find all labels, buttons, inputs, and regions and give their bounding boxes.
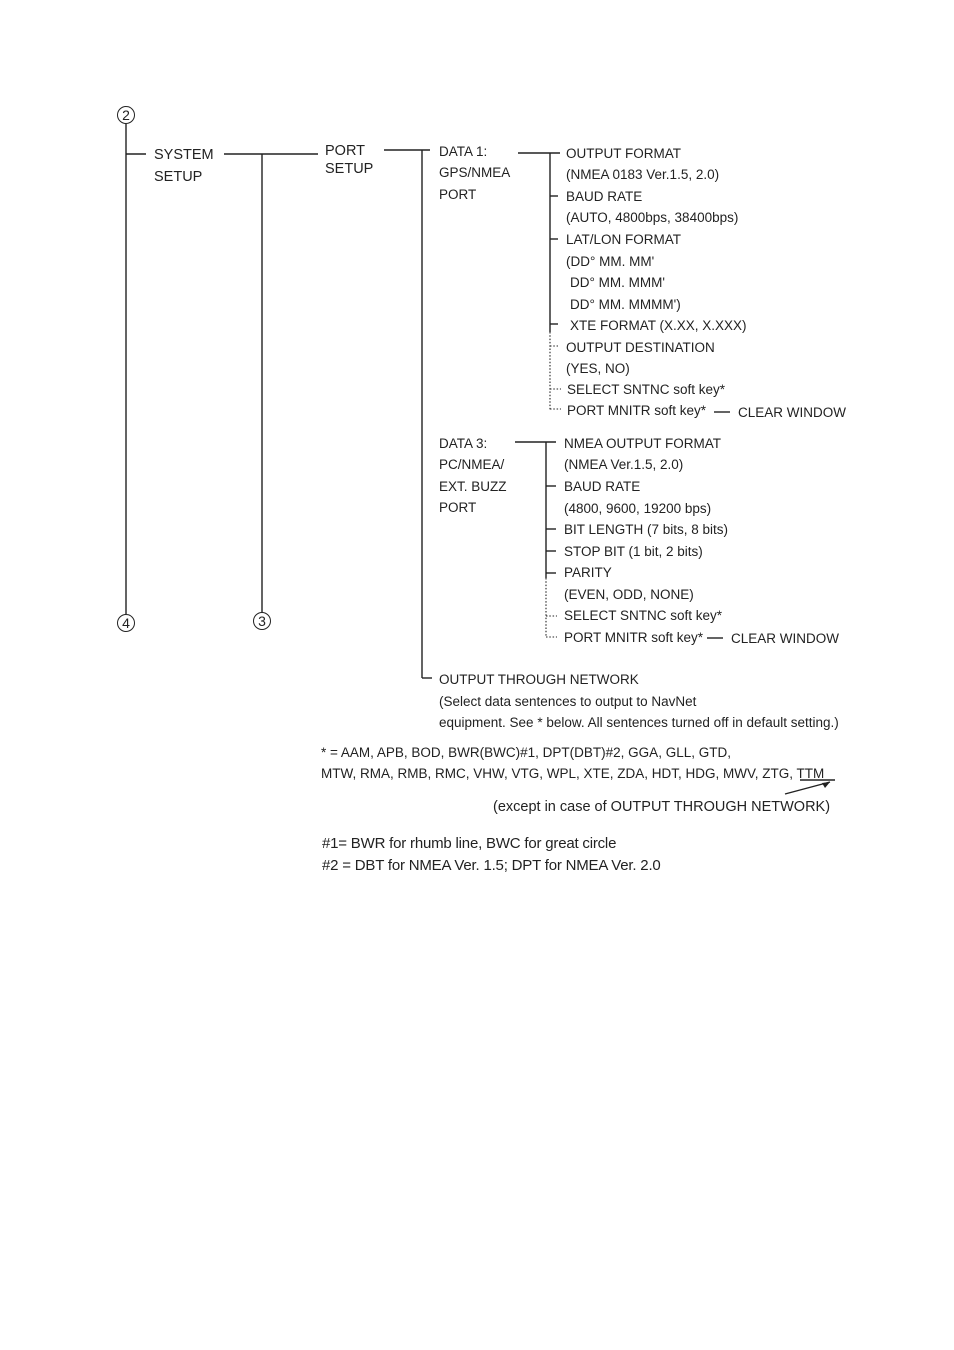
data1-latlon-option-1: (DD° MM. MM' [566, 254, 655, 269]
network-desc-1: (Select data sentences to output to NavNet [439, 694, 697, 709]
data3-label-3: EXT. BUZZ [439, 479, 507, 494]
data1-baud-rate-options: (AUTO, 4800bps, 38400bps) [566, 210, 739, 225]
data1-output-destination-options: (YES, NO) [566, 361, 630, 376]
data3-parity: PARITY [564, 565, 612, 580]
data1-label-3: PORT [439, 187, 477, 202]
data3-nmea-output-format: NMEA OUTPUT FORMAT [564, 436, 722, 451]
data1-clear-window: CLEAR WINDOW [738, 405, 846, 420]
port-setup-label-1: PORT [325, 143, 366, 159]
network-title: OUTPUT THROUGH NETWORK [439, 672, 639, 687]
data1-output-format: OUTPUT FORMAT [566, 146, 681, 161]
data3-label-4: PORT [439, 500, 477, 515]
data1-output-destination: OUTPUT DESTINATION [566, 340, 715, 355]
data3-nmea-output-options: (NMEA Ver.1.5, 2.0) [564, 457, 684, 472]
system-setup-label-1: SYSTEM [154, 147, 214, 163]
data3-baud-rate: BAUD RATE [564, 479, 641, 494]
data1-latlon-option-2: DD° MM. MMM' [570, 275, 665, 290]
data3-port-mnitr-soft-key: PORT MNITR soft key* [564, 630, 704, 645]
system-setup-label-2: SETUP [154, 169, 203, 185]
data3-parity-options: (EVEN, ODD, NONE) [564, 587, 694, 602]
data3-baud-rate-options: (4800, 9600, 19200 bps) [564, 501, 712, 516]
data1-label-2: GPS/NMEA [439, 165, 511, 180]
connector-4-circle: 4 [117, 614, 135, 632]
sentences-line-2: MTW, RMA, RMB, RMC, VHW, VTG, WPL, XTE, ZDA, HDT, HDG, MWV, ZTG, TTM [321, 766, 825, 781]
data1-baud-rate: BAUD RATE [566, 189, 643, 204]
data1-xte-format: XTE FORMAT (X.XX, X.XXX) [570, 318, 747, 333]
data1-latlon-format: LAT/LON FORMAT [566, 232, 682, 247]
data3-label-1: DATA 3: [439, 436, 488, 451]
data3-bit-length: BIT LENGTH (7 bits, 8 bits) [564, 522, 729, 537]
port-setup-label-2: SETUP [325, 161, 374, 177]
data1-output-format-options: (NMEA 0183 Ver.1.5, 2.0) [566, 167, 720, 182]
data1-latlon-option-3: DD° MM. MMMM') [570, 297, 681, 312]
data3-label-2: PC/NMEA/ [439, 457, 505, 472]
data3-stop-bit: STOP BIT (1 bit, 2 bits) [564, 544, 703, 559]
data3-select-sntnc-soft-key: SELECT SNTNC soft key* [564, 608, 723, 623]
data1-label-1: DATA 1: [439, 144, 488, 159]
connector-3-circle: 3 [253, 612, 271, 630]
data1-port-mnitr-soft-key: PORT MNITR soft key* [567, 403, 707, 418]
connector-2-circle: 2 [117, 106, 135, 124]
data3-clear-window: CLEAR WINDOW [731, 631, 839, 646]
exception-note: (except in case of OUTPUT THROUGH NETWORK) [493, 799, 831, 815]
data1-select-sntnc-soft-key: SELECT SNTNC soft key* [567, 382, 726, 397]
ttm-arrowhead [822, 782, 830, 788]
sentences-line-1: * = AAM, APB, BOD, BWR(BWC)#1, DPT(DBT)#2, GGA, GLL, GTD, [321, 745, 731, 760]
network-desc-2: equipment. See * below. All sentences turned off in default setting.) [439, 715, 839, 730]
footnote-1: #1= BWR for rhumb line, BWC for great circle [322, 835, 617, 852]
footnote-2: #2 = DBT for NMEA Ver. 1.5; DPT for NMEA Ver. 2.0 [322, 857, 661, 874]
